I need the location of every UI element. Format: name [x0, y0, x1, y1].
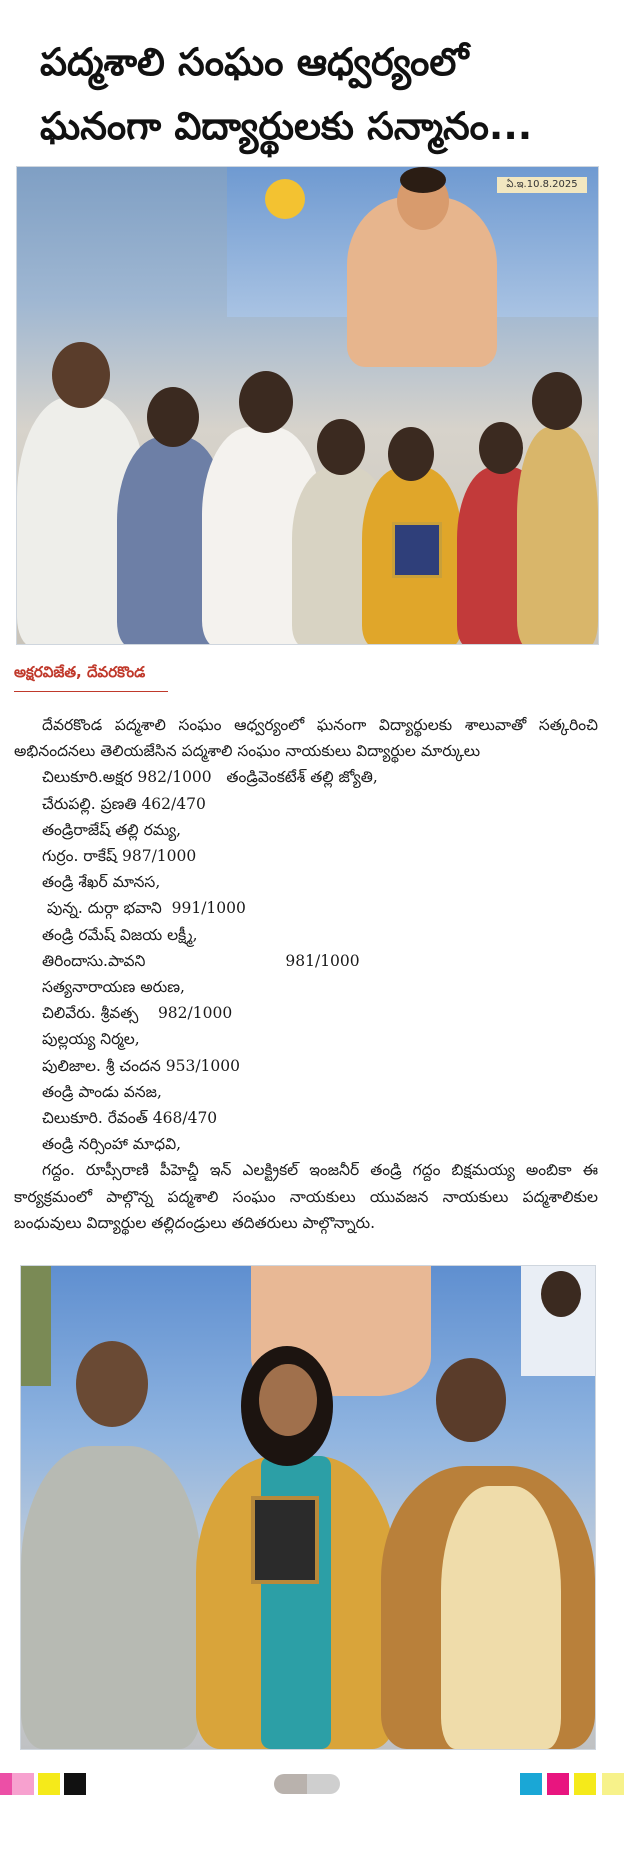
article-line: చిలుకూరి. రేవంత్ 468/470 — [42, 1109, 218, 1128]
article-line: తండ్రిరాజేష్ తల్లి రమ్య, — [42, 820, 182, 839]
color-swatch — [547, 1773, 569, 1795]
color-swatch — [64, 1773, 86, 1795]
registration-marks-left — [0, 1773, 80, 1795]
article-line: సత్యనారాయణ అరుణ, — [42, 978, 185, 997]
article-line: తండ్రి పాండు వనజ, — [42, 1082, 162, 1101]
article-closing: గద్దం. రూప్సీరాణి పీహెచ్డీ ఇన్ ఎలక్ట్రికల్ ఇంజనీర్ తండ్రి గద్దం బిక్షమయ్య అంబికా ఈ కార్యక్రమంలో పాల్గొన్న పద్మశాలి సంఘం నాయకులు యువజన నాయకులు పద్మశాలికుల బంధువులు విద్యార్థుల తల్లిదండ్రులు తదితరులు పాల్గొన్నారు. — [14, 1161, 598, 1232]
trophy-plaque — [392, 522, 442, 578]
article-line: తండ్రి శేఖర్ మానస, — [42, 873, 161, 892]
registration-marks-right — [520, 1773, 632, 1795]
article-line: చిలివేరు. శ్రీవత్స 982/1000 — [42, 1004, 233, 1023]
student-with-parents-photo — [20, 1265, 596, 1750]
headline-line-2: ఘనంగా విద్యార్థులకు సన్మానం... — [40, 104, 533, 148]
article-body — [14, 712, 598, 1236]
student-name: తిరిందాసు.పావని — [42, 951, 146, 970]
registration-pill — [274, 1774, 340, 1794]
article-line-pavani — [14, 948, 598, 974]
article-line: చేరుపల్లి. ప్రణతి 462/470 — [42, 794, 206, 813]
article-line: చిలుకూరి.అక్షర 982/1000 తండ్రివెంకటేశ్ తల్లి జ్యోతి, — [42, 768, 378, 787]
group-felicitation-photo — [16, 166, 599, 645]
article-line: పులిజాల. శ్రీ చందన 953/1000 — [42, 1056, 240, 1075]
color-swatch — [12, 1773, 34, 1795]
headline-line-1: పద్మశాలి సంఘం ఆధ్వర్యంలో — [40, 40, 469, 84]
color-swatch — [38, 1773, 60, 1795]
color-swatch — [574, 1773, 596, 1795]
banner-date-text: ఏ.ఇ.10.8.2025 — [497, 177, 587, 193]
byline: అక్షరవిజేత, దేవరకొండ — [14, 663, 168, 692]
article-line: తండ్రి నర్సింహా మాధవి, — [42, 1135, 182, 1154]
color-swatch — [520, 1773, 542, 1795]
article-line: పున్న. దుర్గా భవాని 991/1000 — [42, 899, 246, 918]
trophy-plaque — [251, 1496, 319, 1584]
article-line: తండ్రి రమేష్ విజయ లక్ష్మీ, — [42, 925, 198, 944]
color-swatch — [0, 1773, 12, 1795]
student-score: 981/1000 — [285, 951, 360, 970]
color-swatch — [602, 1773, 624, 1795]
article-line: పుల్లయ్య నిర్మల, — [42, 1030, 140, 1049]
article-intro: దేవరకొండ పద్మశాలి సంఘం ఆధ్వర్యంలో ఘనంగా విద్యార్థులకు శాలువాతో సత్కరించి అభినందనలు తెలియజేసిన పద్మశాలి సంఘం నాయకులు విద్యార్థుల మార్కులు — [14, 716, 598, 761]
headline — [40, 30, 610, 158]
article-line: గుర్రం. రాకేష్ 987/1000 — [42, 847, 197, 866]
